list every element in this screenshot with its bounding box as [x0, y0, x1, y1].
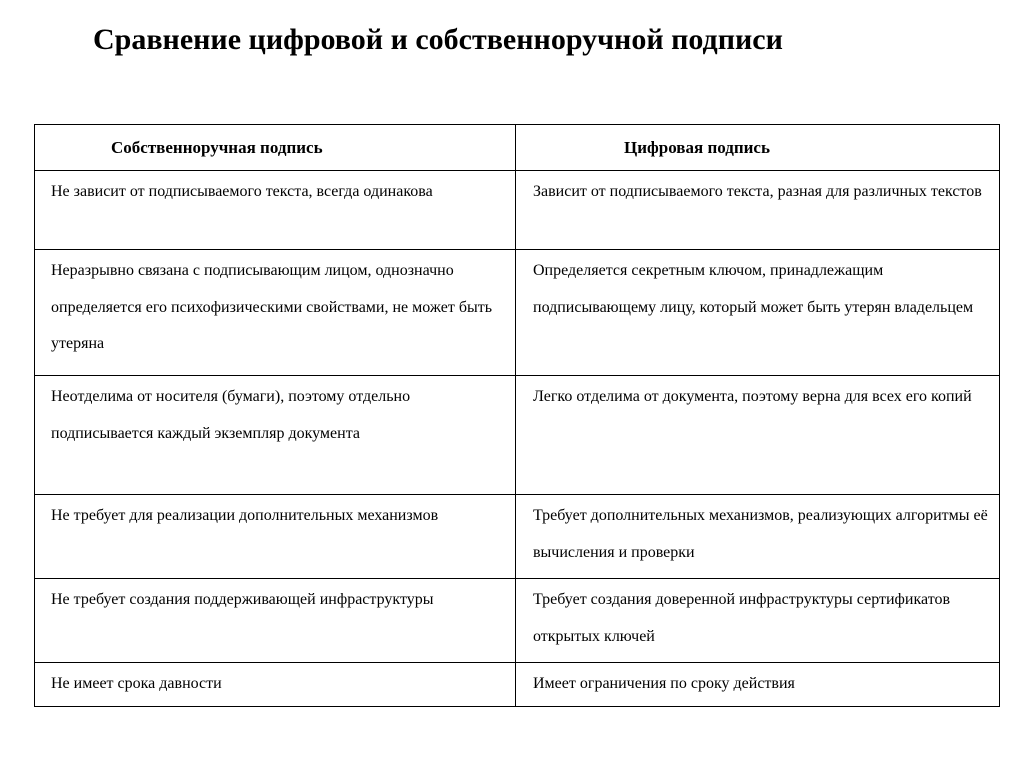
cell-digital — [516, 171, 1000, 250]
cell-text: Не требует создания поддерживающей инфраструктуры — [51, 591, 434, 608]
cell-text: Определяется секретным ключом, принадлежащим подписывающему лицу, который может быть утерян владельцем — [533, 262, 974, 316]
table-row — [35, 171, 1000, 250]
cell-text: Имеет ограничения по сроку действия — [533, 675, 795, 692]
header-digital-label: Цифровая подпись — [624, 137, 770, 157]
cell-text: Легко отделима от документа, поэтому верна для всех его копий — [533, 388, 972, 405]
cell-digital — [516, 663, 1000, 707]
header-handwritten — [35, 125, 516, 171]
table-row — [35, 663, 1000, 707]
table-row — [35, 250, 1000, 376]
cell-text: Неразрывно связана с подписывающим лицом, однозначно определяется его психофизическими свойствами, не может быть утеряна — [51, 262, 492, 352]
cell-text: Зависит от подписываемого текста, разная для различных текстов — [533, 183, 982, 200]
cell-digital — [516, 376, 1000, 495]
cell-handwritten — [35, 171, 516, 250]
comparison-table — [34, 124, 1000, 707]
page-title: Сравнение цифровой и собственноручной подписи — [93, 23, 783, 56]
header-digital — [516, 125, 1000, 171]
cell-handwritten — [35, 376, 516, 495]
header-handwritten-label: Собственноручная подпись — [111, 137, 323, 157]
cell-text: Неотделима от носителя (бумаги), поэтому отдельно подписывается каждый экземпляр документа — [51, 388, 411, 442]
cell-digital — [516, 579, 1000, 663]
table-row — [35, 495, 1000, 579]
cell-handwritten — [35, 579, 516, 663]
cell-text: Не требует для реализации дополнительных механизмов — [51, 507, 439, 524]
cell-text: Не имеет срока давности — [51, 675, 222, 692]
cell-text: Не зависит от подписываемого текста, всегда одинакова — [51, 183, 433, 200]
cell-handwritten — [35, 495, 516, 579]
cell-handwritten — [35, 663, 516, 707]
header-row — [35, 125, 1000, 171]
cell-text: Требует создания доверенной инфраструктуры сертификатов открытых ключей — [533, 591, 951, 645]
cell-digital — [516, 495, 1000, 579]
cell-text: Требует дополнительных механизмов, реализующих алгоритмы её вычисления и проверки — [533, 507, 988, 561]
cell-digital — [516, 250, 1000, 376]
table-row — [35, 376, 1000, 495]
cell-handwritten — [35, 250, 516, 376]
table-row — [35, 579, 1000, 663]
